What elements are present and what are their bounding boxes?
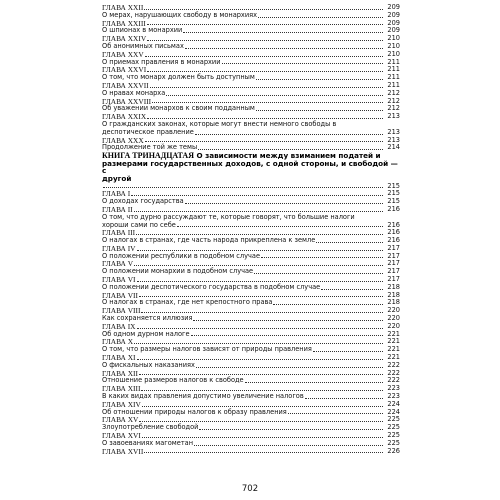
book-title: КНИГА ТРИНАДЦАТАЯ <box>102 151 194 161</box>
toc-chapter-label: ГЛАВА IX <box>102 321 136 331</box>
toc-entry-row <box>102 183 400 191</box>
toc-page-number: 213 <box>387 135 400 144</box>
book-subtitle-line: размерами государственных доходов, с одной стороны, и свободой — с <box>102 158 398 176</box>
toc-chapter-label: ГЛАВА XIII <box>102 384 141 394</box>
toc-chapter-label: ГЛАВА XII <box>102 368 138 378</box>
toc-chapter-label: ГЛАВА XXIV <box>102 34 147 44</box>
leader-dots <box>273 304 383 305</box>
toc-page-number: 220 <box>387 306 400 315</box>
toc-page-number: 220 <box>387 321 400 330</box>
leader-dots <box>147 71 383 72</box>
toc-page-number: 215 <box>387 189 400 198</box>
toc-group-mid <box>102 137 400 153</box>
leader-dots <box>316 242 383 243</box>
toc-entry-row <box>102 299 400 307</box>
toc-entry-text: О доходах государства <box>102 197 184 206</box>
toc-page-number: 225 <box>387 423 400 432</box>
toc-entry-text: Об отношении природы налогов к образу правления <box>102 407 287 416</box>
toc-chapter-label: ГЛАВА XV <box>102 415 139 425</box>
leader-dots <box>147 24 383 25</box>
toc-chapter-label: ГЛАВА I <box>102 189 131 199</box>
leader-dots <box>144 9 383 10</box>
toc-entry-row <box>102 377 400 385</box>
toc-entry-text: Об одном дурном налоге <box>102 329 190 338</box>
toc-group-end <box>102 229 400 455</box>
leader-dots <box>185 203 383 204</box>
toc-page-number: 223 <box>387 384 400 393</box>
toc-page-number: 210 <box>387 34 400 43</box>
toc-page-number: 221 <box>387 329 400 338</box>
toc-chapter-row <box>102 448 400 456</box>
leader-dots <box>141 312 383 313</box>
toc-page-number: 211 <box>387 57 400 66</box>
toc-chapter-label: ГЛАВА XXV <box>102 49 144 59</box>
toc-entry-row <box>102 440 400 448</box>
leader-dots <box>245 382 383 383</box>
leader-dots <box>152 102 383 103</box>
toc-group-before <box>102 4 400 121</box>
toc-page-number: 226 <box>387 446 400 455</box>
toc-entry-wrapped <box>102 214 400 230</box>
toc-entry-text: О положении республики в подобном случае <box>102 251 261 260</box>
toc-page-number: 212 <box>387 96 400 105</box>
toc-chapter-label: ГЛАВА VII <box>102 290 138 300</box>
toc-entry-row <box>102 331 400 339</box>
toc-page-number: 211 <box>387 80 400 89</box>
leader-dots <box>222 63 384 64</box>
leader-dots <box>137 359 383 360</box>
toc-page-number: 209 <box>387 26 400 35</box>
toc-chapter-label: ГЛАВА XIV <box>102 399 141 409</box>
leader-dots <box>196 367 383 368</box>
book-heading <box>102 152 400 182</box>
toc-entry-row <box>102 237 400 245</box>
leader-dots <box>183 32 383 33</box>
toc-entry-row <box>102 59 400 67</box>
toc-entry-text: О приемах правления в монархии <box>102 57 221 66</box>
table-of-contents <box>102 4 400 455</box>
toc-chapter-label: ГЛАВА III <box>102 228 136 238</box>
toc-chapter-label: ГЛАВА XVI <box>102 431 141 441</box>
toc-entry-row <box>102 284 400 292</box>
toc-entry-row <box>102 346 400 354</box>
toc-entry-row <box>102 198 400 206</box>
leader-dots <box>185 48 383 49</box>
toc-entry-text: О том, что монарх должен быть доступным <box>102 73 255 82</box>
toc-chapter-label: ГЛАВА II <box>102 204 133 214</box>
leader-dots <box>198 149 383 150</box>
toc-entry-row <box>102 27 400 35</box>
leader-dots <box>194 445 383 446</box>
toc-page-number: 211 <box>387 73 400 82</box>
leader-dots <box>254 273 383 274</box>
toc-entry-text: О нравах монарха <box>102 88 166 97</box>
leader-dots <box>134 211 383 212</box>
toc-entry-text: О положении монархии в подобном случае <box>102 267 254 276</box>
leader-dots <box>144 452 383 453</box>
leader-dots <box>193 320 383 321</box>
leader-dots <box>147 40 383 41</box>
toc-page-number: 215 <box>387 181 400 190</box>
toc-chapter-label: ГЛАВА XVII <box>102 446 144 456</box>
leader-dots <box>139 421 383 422</box>
leader-dots <box>195 134 383 135</box>
toc-entry-row <box>102 315 400 323</box>
toc-page-number: 216 <box>387 220 400 229</box>
toc-page-number: 221 <box>387 353 400 362</box>
toc-entry-row <box>102 362 400 370</box>
toc-page-number: 225 <box>387 415 400 424</box>
leader-dots <box>136 234 383 235</box>
leader-dots <box>256 79 383 80</box>
toc-page-number: 217 <box>387 259 400 268</box>
toc-entry-text: О том, что размеры налогов зависят от природы правления <box>102 345 312 354</box>
toc-page-number: 217 <box>387 251 400 260</box>
leader-dots <box>166 95 383 96</box>
leader-dots <box>103 187 383 188</box>
toc-chapter-label: ГЛАВА XXIII <box>102 18 146 28</box>
toc-page-number: 210 <box>387 49 400 58</box>
toc-page-number: 222 <box>387 376 400 385</box>
toc-page-number: 216 <box>387 236 400 245</box>
leader-dots <box>134 265 383 266</box>
leader-dots <box>134 343 383 344</box>
leader-dots <box>142 437 383 438</box>
toc-page-number: 220 <box>387 314 400 323</box>
toc-chapter-label: ГЛАВА X <box>102 337 134 347</box>
toc-page-number: 213 <box>387 112 400 121</box>
toc-entry-text: Продолжение той же темы <box>102 143 198 152</box>
toc-entry-text: О том, что дурно рассуждают те, которые говорят, что большие налоги <box>102 212 355 221</box>
toc-page-number: 224 <box>387 399 400 408</box>
toc-entry-text: Как сохраняется иллюзия <box>102 314 193 323</box>
toc-entry-row <box>102 12 400 20</box>
toc-entry-row <box>102 105 400 113</box>
toc-entry-text: О завоеваниях магометан <box>102 438 194 447</box>
leader-dots <box>305 398 383 399</box>
toc-chapter-label: ГЛАВА XXX <box>102 135 144 145</box>
toc-entry-text: деспотическое правление <box>102 127 194 136</box>
toc-page-number: 224 <box>387 407 400 416</box>
leader-dots <box>139 374 383 375</box>
toc-chapter-label: ГЛАВА XXIX <box>102 112 147 122</box>
toc-entry-text: О положении деспотического государства в подобном случае <box>102 282 321 291</box>
toc-page-number: 221 <box>387 345 400 354</box>
leader-dots <box>147 118 383 119</box>
page-number: 702 <box>241 484 259 494</box>
toc-entry-wrapped <box>102 121 400 137</box>
leader-dots <box>150 87 383 88</box>
leader-dots <box>256 110 383 111</box>
leader-dots <box>261 257 383 258</box>
toc-entry-text: О налогах в странах, где нет крепостного права <box>102 298 273 307</box>
toc-entry-row <box>102 409 400 417</box>
toc-page-number: 222 <box>387 368 400 377</box>
toc-page-number: 223 <box>387 392 400 401</box>
toc-entry-text: О фискальных наказаниях <box>102 360 195 369</box>
toc-page-number: 212 <box>387 88 400 97</box>
toc-entry-text: О мерах, нарушающих свободу в монархиях <box>102 10 257 19</box>
toc-page-number: 225 <box>387 438 400 447</box>
toc-group-after <box>102 183 400 214</box>
toc-chapter-label: ГЛАВА XXII <box>102 3 144 12</box>
leader-dots <box>139 296 383 297</box>
leader-dots <box>321 289 383 290</box>
toc-chapter-label: ГЛАВА XXVIII <box>102 96 152 106</box>
toc-page-number: 209 <box>387 3 400 11</box>
toc-chapter-label: ГЛАВА VI <box>102 275 136 285</box>
leader-dots <box>137 281 383 282</box>
toc-entry-text: О шпионах в монархии <box>102 26 183 35</box>
toc-entry-text: Об уважении монархов к своим подданным <box>102 104 255 113</box>
toc-page-number: 216 <box>387 228 400 237</box>
leader-dots <box>177 226 383 227</box>
leader-dots <box>145 141 383 142</box>
toc-page-number: 211 <box>387 65 400 74</box>
toc-chapter-label: ГЛАВА XXVII <box>102 80 149 90</box>
toc-entry-text: В каких видах правления допустимо увеличение налогов <box>102 392 304 401</box>
leader-dots <box>137 250 383 251</box>
toc-page-number: 214 <box>387 143 400 152</box>
toc-page-number: 222 <box>387 360 400 369</box>
toc-chapter-label: ГЛАВА V <box>102 259 134 269</box>
leader-dots <box>288 413 383 414</box>
toc-entry-text: О гражданских законах, которые могут внести немного свободы в <box>102 119 337 128</box>
toc-entry-text: Об анонимных письмах <box>102 41 184 50</box>
toc-page-number: 216 <box>387 204 400 213</box>
toc-page-number: 221 <box>387 337 400 346</box>
toc-entry-row <box>102 393 400 401</box>
toc-page-number: 209 <box>387 18 400 27</box>
leader-dots <box>137 328 383 329</box>
leader-dots <box>131 195 383 196</box>
toc-page-number: 217 <box>387 275 400 284</box>
toc-page-number: 212 <box>387 104 400 113</box>
toc-page-number: 217 <box>387 267 400 276</box>
toc-entry-text: Отношение размеров налогов к свободе <box>102 376 244 385</box>
toc-entry-text: хороши сами по себе <box>102 220 176 229</box>
book-subtitle-line: О зависимости между взиманием податей и <box>193 151 381 161</box>
toc-chapter-label: ГЛАВА IV <box>102 243 136 253</box>
leader-dots <box>258 17 383 18</box>
toc-chapter-label: ГЛАВА XI <box>102 353 136 363</box>
toc-entry-row <box>102 253 400 261</box>
toc-chapter-label: ГЛАВА VIII <box>102 306 141 316</box>
leader-dots <box>199 429 383 430</box>
toc-entry-text: Злоупотребление свободой <box>102 423 199 432</box>
toc-page-number: 209 <box>387 10 400 19</box>
toc-page-number: 218 <box>387 282 400 291</box>
leader-dots <box>141 390 383 391</box>
leader-dots <box>145 56 383 57</box>
toc-page-number: 218 <box>387 298 400 307</box>
toc-entry-row <box>102 43 400 51</box>
toc-page-number: 217 <box>387 243 400 252</box>
toc-page-number: 225 <box>387 431 400 440</box>
leader-dots <box>313 351 383 352</box>
toc-page-number: 210 <box>387 41 400 50</box>
leader-dots <box>191 335 383 336</box>
toc-page-number: 218 <box>387 290 400 299</box>
toc-entry-text: О налогах в странах, где часть народа прикреплена к земле <box>102 236 316 245</box>
toc-page-number: 215 <box>387 197 400 206</box>
toc-entry-row <box>102 268 400 276</box>
toc-page-number: 213 <box>387 127 400 136</box>
book-subtitle-line: другой <box>102 173 132 183</box>
toc-entry-row <box>102 424 400 432</box>
toc-chapter-label: ГЛАВА XXVI <box>102 65 147 75</box>
leader-dots <box>142 406 383 407</box>
